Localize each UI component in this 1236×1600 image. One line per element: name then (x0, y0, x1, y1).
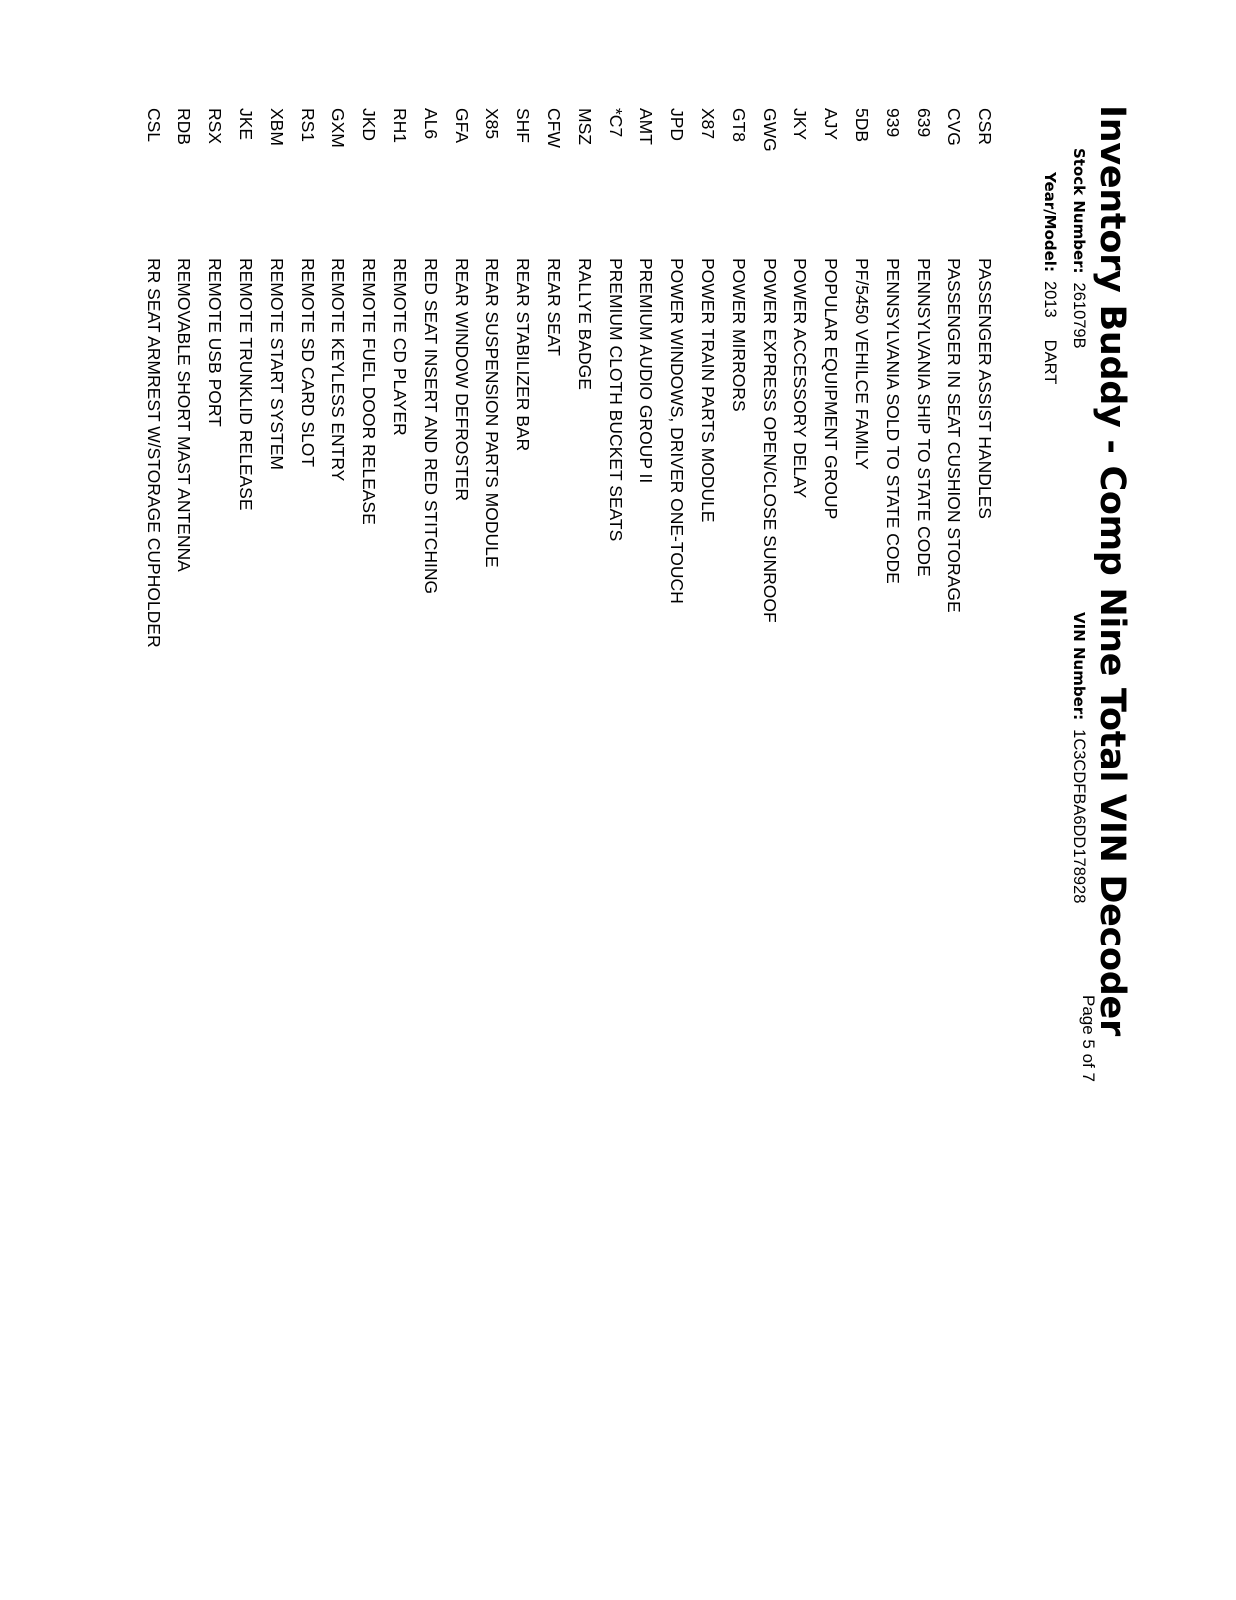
option-description: REMOTE CD PLAYER (389, 258, 410, 436)
list-item (415, 108, 446, 648)
model-value: DART (1041, 339, 1059, 385)
option-description: REMOVABLE SHORT MAST ANTENNA (174, 258, 195, 572)
option-description: REAR SUSPENSION PARTS MODULE (482, 258, 503, 568)
option-code: RS1 (297, 108, 318, 143)
list-item (630, 108, 661, 648)
option-code: 639 (913, 108, 934, 138)
list-item (538, 108, 569, 648)
option-description: RR SEAT ARMREST W/STORAGE CUPHOLDER (143, 258, 164, 648)
option-code: *C7 (605, 108, 626, 138)
option-code: X87 (697, 108, 718, 140)
year-model-line (1040, 172, 1059, 384)
option-description: RALLYE BADGE (574, 258, 595, 390)
list-item (476, 108, 507, 648)
option-code: SHF (513, 108, 534, 143)
option-code: 939 (882, 108, 903, 138)
option-code: CVG (944, 108, 965, 146)
option-description: REMOTE KEYLESS ENTRY (328, 258, 349, 482)
option-code: JKY (790, 108, 811, 141)
option-description: REMOTE START SYSTEM (266, 258, 287, 470)
vin-number-label: VIN Number: (1070, 612, 1088, 721)
option-code: GFA (451, 108, 472, 144)
list-item (446, 108, 477, 648)
option-description: REMOTE USB PORT (205, 258, 226, 427)
option-code: 5DB (851, 108, 872, 143)
list-item (168, 108, 199, 648)
list-item (138, 108, 169, 648)
option-code: CFW (543, 108, 564, 148)
option-description: REMOTE TRUNKLID RELEASE (235, 258, 256, 511)
option-description: REAR WINDOW DEFROSTER (451, 258, 472, 502)
option-description: PASSENGER IN SEAT CUSHION STORAGE (944, 258, 965, 613)
option-description: POWER TRAIN PARTS MODULE (697, 258, 718, 523)
option-code: GWG (759, 108, 780, 152)
list-item (938, 108, 969, 648)
list-item (723, 108, 754, 648)
option-code: GT8 (728, 108, 749, 143)
option-code: AMT (636, 108, 657, 145)
option-code: JKE (235, 108, 256, 141)
option-code: JPD (667, 108, 688, 142)
option-description: REMOTE SD CARD SLOT (297, 258, 318, 468)
list-item (877, 108, 908, 648)
option-description: PASSENGER ASSIST HANDLES (975, 258, 996, 519)
list-item (661, 108, 692, 648)
option-code: RSX (205, 108, 226, 144)
option-code: JKD (359, 108, 380, 142)
option-code: MSZ (574, 108, 595, 145)
list-item (969, 108, 1000, 648)
year-model-label: Year/Model: (1041, 172, 1059, 272)
option-code: GXM (328, 108, 349, 148)
year-value: 2013 (1041, 280, 1059, 318)
option-code: CSL (143, 108, 164, 143)
list-item (600, 108, 631, 648)
option-description: REAR STABILIZER BAR (513, 258, 534, 452)
option-description: POWER WINDOWS, DRIVER ONE-TOUCH (667, 258, 688, 604)
option-code: X85 (482, 108, 503, 140)
option-code: AL6 (420, 108, 441, 140)
option-description: POWER EXPRESS OPEN/CLOSE SUNROOF (759, 258, 780, 623)
option-description: PREMIUM CLOTH BUCKET SEATS (605, 258, 626, 542)
list-item (846, 108, 877, 648)
document-title: Inventory Buddy - Comp Nine Total VIN Decoder (1092, 105, 1132, 1036)
option-description: REAR SEAT (543, 258, 564, 356)
list-item (230, 108, 261, 648)
list-item (199, 108, 230, 648)
option-description: PF/5450 VEHILCE FAMILY (851, 258, 872, 470)
vin-number-value: 1C3CDFBA6DD178928 (1070, 729, 1088, 904)
option-description: PENNSYLVANIA SOLD TO STATE CODE (882, 258, 903, 584)
option-description: POWER MIRRORS (728, 258, 749, 412)
option-code: XBM (266, 108, 287, 146)
list-item (384, 108, 415, 648)
list-item (754, 108, 785, 648)
option-description: POPULAR EQUIPMENT GROUP (821, 258, 842, 520)
list-item (322, 108, 353, 648)
list-item (507, 108, 538, 648)
stock-number-value: 261079B (1070, 282, 1088, 349)
list-item (292, 108, 323, 648)
stock-number-line (1069, 148, 1088, 349)
page-number: Page 5 of 7 (1079, 995, 1098, 1082)
option-code: CSR (975, 108, 996, 145)
option-code: AJY (821, 108, 842, 141)
stock-number-label: Stock Number: (1070, 148, 1088, 274)
vin-number-line (1069, 612, 1088, 903)
options-list (138, 108, 1000, 648)
list-item (815, 108, 846, 648)
option-code: RDB (174, 108, 195, 145)
option-description: RED SEAT INSERT AND RED STITCHING (420, 258, 441, 595)
list-item (908, 108, 939, 648)
option-description: POWER ACCESSORY DELAY (790, 258, 811, 499)
option-description: PENNSYLVANIA SHIP TO STATE CODE (913, 258, 934, 577)
list-item (692, 108, 723, 648)
list-item (784, 108, 815, 648)
list-item (569, 108, 600, 648)
list-item (353, 108, 384, 648)
option-code: RH1 (389, 108, 410, 144)
list-item (261, 108, 292, 648)
option-description: REMOTE FUEL DOOR RELEASE (359, 258, 380, 525)
option-description: PREMIUM AUDIO GROUP II (636, 258, 657, 484)
